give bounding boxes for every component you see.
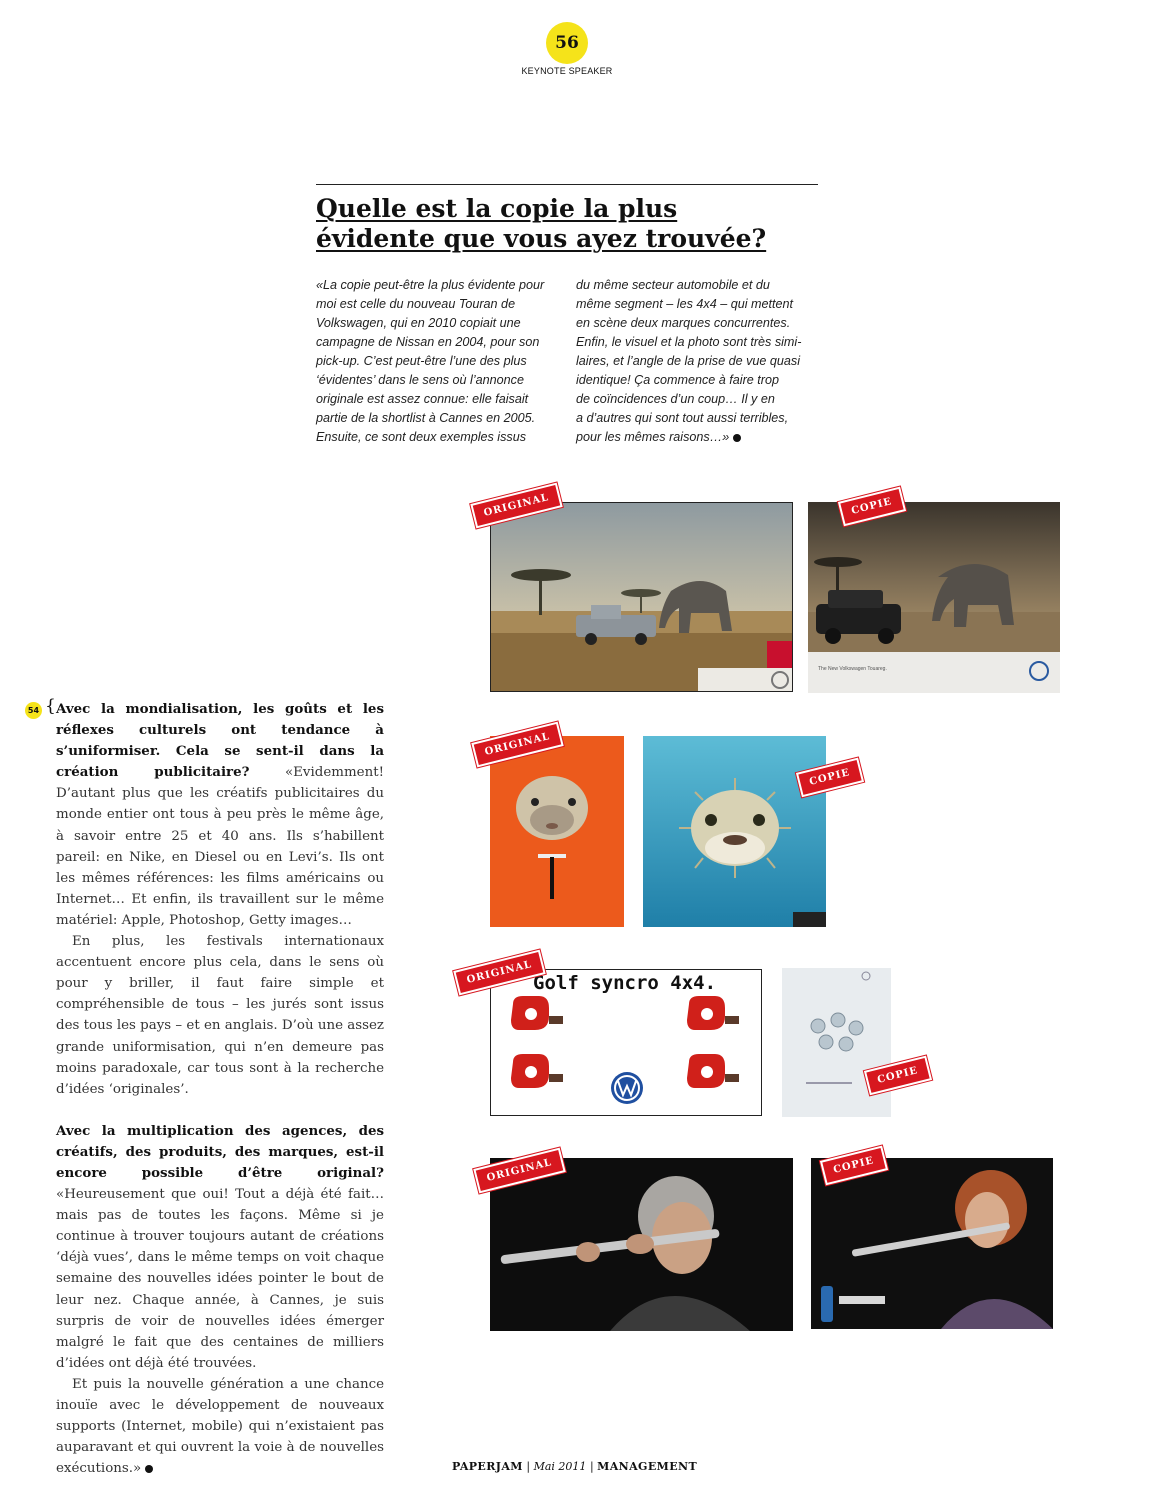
copie-tag: COPIE — [838, 487, 906, 527]
quote-text-1: «La copie peut-être la plus évidente pour moi est celle du nouveau Touran de Volkswagen, qui en 2010 copiait une campagne de Nissan en 2004, pour son pick-up. C’est peut-être l’une des plus ‘évidentes’ dans le sens où l’annonce originale est assez connue: elle faisait partie de la shortlist à Cannes en 2005. Ensuite, ce sont deux exemples issus — [316, 278, 545, 444]
footer-separator: | — [589, 1460, 594, 1473]
ad-flute-original — [490, 1158, 793, 1331]
headline-line-2: évidente que vous ayez trouvée? — [316, 224, 767, 253]
headline — [316, 194, 836, 254]
page-number-badge: 56 — [546, 22, 588, 64]
interview-body — [56, 699, 384, 1479]
paragraph-2: En plus, les festivals internationaux accentuent encore plus cela, dans le sens où pour y briller, il faut faire simple et compréhensible de tous – les jurés sont issus des tous les pays – et en anglais. D’où une assez grande uniformisation, qui n’en demeure pas moins paradoxale, car tous sont à la recherche d’idées ‘originales’. — [56, 934, 384, 1097]
ad-pufferfish-copy — [643, 736, 826, 927]
original-tag: ORIGINAL — [470, 483, 562, 529]
ad-mercedes-copy — [782, 968, 891, 1117]
footer-magazine: PAPERJAM — [451, 1460, 523, 1473]
answer-2: «Heureusement que oui! Tout a déjà été fait… mais pas de toutes les façons. Même si je continue à trouver toujours autant de créations ‘déjà vues’, dans le même temps on voit chaque semaine des nouvelles idées pointer le bout de leur nez. Chaque année, à Cannes, je suis surpris de voir de nouvelles idées émerger malgré le fait que des centaines de milliers d’idées ont déjà été trouvées. — [56, 1187, 384, 1371]
answer-1: «Evidemment! D’autant plus que les créatifs publicitaires du monde entier ont tous à peu près le même âge, à savoir entre 25 et 40 ans. Ils s’habillent pareil: en Nike, en Diesel ou en Levi’s. Ils ont les mêmes références: les films américains ou Internet… Et enfin, ils travaillent sur le même matériel: Apple, Photoshop, Getty images… — [56, 765, 384, 928]
ad-vw-copy — [808, 502, 1060, 693]
footer-issue: Mai 2011 — [533, 1460, 587, 1473]
woman-flute-image — [811, 1158, 1053, 1329]
question-1: Avec la mondialisation, les goûts et les réflexes culturels ont tendance à s’uniformiser. Cela se sent-il dans la création publicitaire? — [56, 701, 384, 781]
ad-golf-syncro-original — [490, 969, 762, 1116]
footer-separator: | — [526, 1460, 531, 1473]
copie-tag: COPIE — [820, 1146, 888, 1186]
paragraph-1 — [56, 699, 384, 931]
ad-flute-copy — [811, 1158, 1053, 1329]
pufferfish-underwater-image — [643, 736, 826, 927]
copie-tag: COPIE — [796, 758, 864, 798]
paragraph-4: Et puis la nouvelle génération a une chance inouïe avec le développement de nouveaux supports (Internet, mobile) qui n’existaient pas auparavant et qui ouvrent la voie à de nouvelles exécutions.» — [56, 1376, 384, 1477]
headline-line-1: Quelle est la copie la plus — [316, 194, 678, 223]
golf-ad-headline: Golf syncro 4x4. — [533, 972, 717, 994]
vw-ad-caption: The New Volkswagen Touareg. — [818, 666, 887, 672]
original-tag: ORIGINAL — [473, 1148, 565, 1194]
quote-column-1 — [316, 276, 562, 447]
paragraph-3 — [56, 1121, 384, 1374]
brace-mark: { — [45, 696, 56, 716]
section-label: KEYNOTE SPEAKER — [521, 66, 613, 76]
quote-text-2: du même secteur automobile et du même segment – les 4x4 – qui mettent en scène deux marques concurrentes. Enfin, le visuel et la photo sont très simi- laires, et l’angle de la prise de vue quasi identique! Ça commence à faire trop de coïncidences d’un coup… Il y en a d’autres qui sont tout aussi terribles, pour les mêmes raisons…» — [576, 278, 802, 444]
original-tag: ORIGINAL — [471, 722, 563, 768]
footer-section: MANAGEMENT — [597, 1460, 698, 1473]
end-bullet-icon — [733, 434, 741, 442]
copie-tag: COPIE — [864, 1056, 932, 1096]
pufferfish-orange-image — [490, 736, 624, 927]
nissan-elephant-image — [491, 503, 793, 692]
vw-elephant-image — [808, 502, 1060, 693]
headline-rule — [316, 184, 818, 185]
page-footer — [0, 1460, 1149, 1473]
original-tag: ORIGINAL — [453, 950, 545, 996]
question-2: Avec la multiplication des agences, des créatifs, des produits, des marques, est-il encore possible d’être original? — [56, 1122, 384, 1181]
quote-column-2 — [576, 276, 822, 447]
ad-pufferfish-original — [490, 736, 624, 927]
man-flute-image — [490, 1158, 793, 1331]
ad-nissan-original — [490, 502, 793, 692]
diamonds-image — [782, 968, 891, 1117]
tape-dispensers-image — [491, 970, 762, 1116]
page-reference-badge: 54 — [25, 702, 42, 719]
